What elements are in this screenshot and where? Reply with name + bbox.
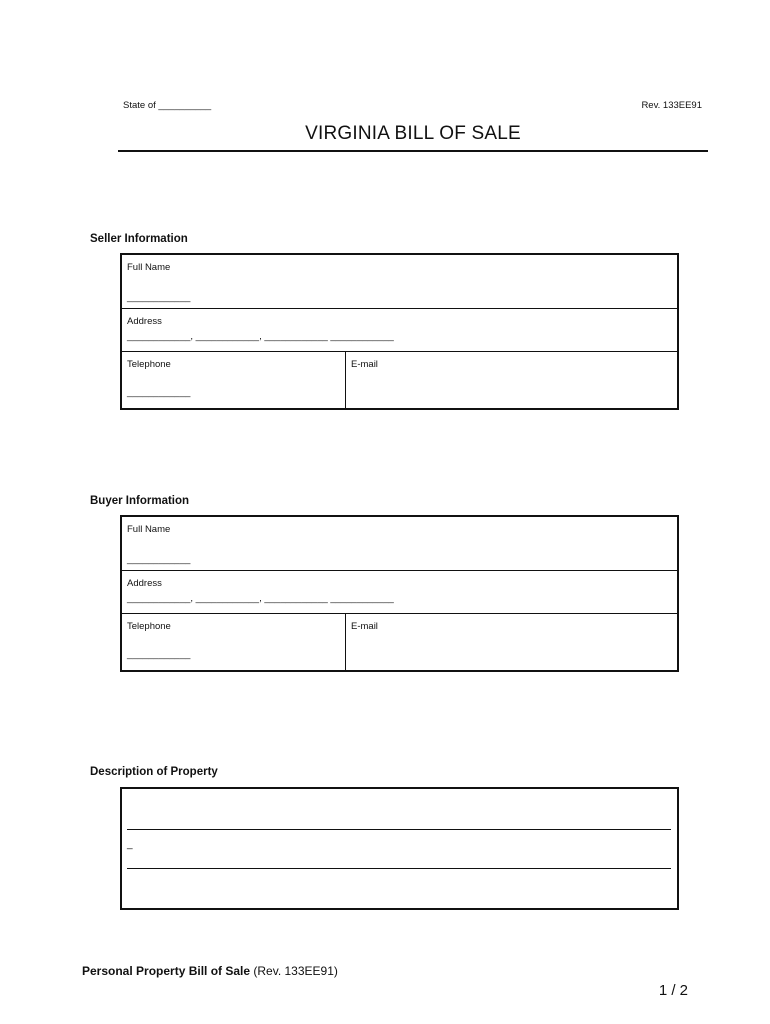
seller-heading: Seller Information	[90, 233, 188, 245]
buyer-info-table	[120, 515, 679, 672]
description-line	[127, 868, 671, 869]
seller-full-name-label: Full Name	[127, 262, 171, 273]
footer-document-name	[82, 964, 338, 978]
buyer-contact-row	[122, 614, 677, 670]
seller-full-name-row	[122, 255, 677, 309]
seller-contact-row	[122, 352, 677, 408]
seller-telephone-cell	[122, 352, 346, 408]
seller-address-row	[122, 309, 677, 352]
footer-doc-rev: (Rev. 133EE91)	[250, 964, 338, 978]
buyer-address-field[interactable]: ____________, ____________, ____________ ____________	[127, 593, 394, 604]
seller-address-field[interactable]: ____________, ____________, ____________ ____________	[127, 331, 394, 342]
seller-telephone-label: Telephone	[127, 359, 171, 370]
buyer-telephone-cell	[122, 614, 346, 670]
buyer-telephone-label: Telephone	[127, 621, 171, 632]
seller-email-cell[interactable]	[346, 352, 677, 408]
buyer-address-label: Address	[127, 578, 162, 589]
seller-address-label: Address	[127, 316, 162, 327]
document-title: VIRGINIA BILL OF SALE	[305, 123, 521, 144]
footer-doc-title: Personal Property Bill of Sale	[82, 964, 251, 978]
state-of-field[interactable]: State of __________	[123, 100, 212, 111]
seller-info-table	[120, 253, 679, 410]
buyer-full-name-row	[122, 517, 677, 571]
buyer-heading: Buyer Information	[90, 495, 190, 507]
description-line	[127, 829, 671, 830]
seller-telephone-field[interactable]: ____________	[127, 387, 191, 398]
buyer-telephone-field[interactable]: ____________	[127, 649, 191, 660]
property-heading: Description of Property	[90, 766, 218, 778]
buyer-email-label: E-mail	[351, 621, 378, 632]
buyer-email-cell[interactable]	[346, 614, 677, 670]
page-number: 1 / 2	[658, 982, 688, 999]
buyer-full-name-field[interactable]: ____________	[127, 554, 191, 565]
property-description-box[interactable]	[120, 787, 679, 910]
title-divider	[118, 150, 708, 152]
buyer-full-name-label: Full Name	[127, 524, 171, 535]
seller-email-label: E-mail	[351, 359, 378, 370]
seller-full-name-field[interactable]: ____________	[127, 292, 191, 303]
description-dash: _	[127, 839, 133, 850]
buyer-address-row	[122, 571, 677, 614]
revision-number: Rev. 133EE91	[641, 100, 702, 111]
